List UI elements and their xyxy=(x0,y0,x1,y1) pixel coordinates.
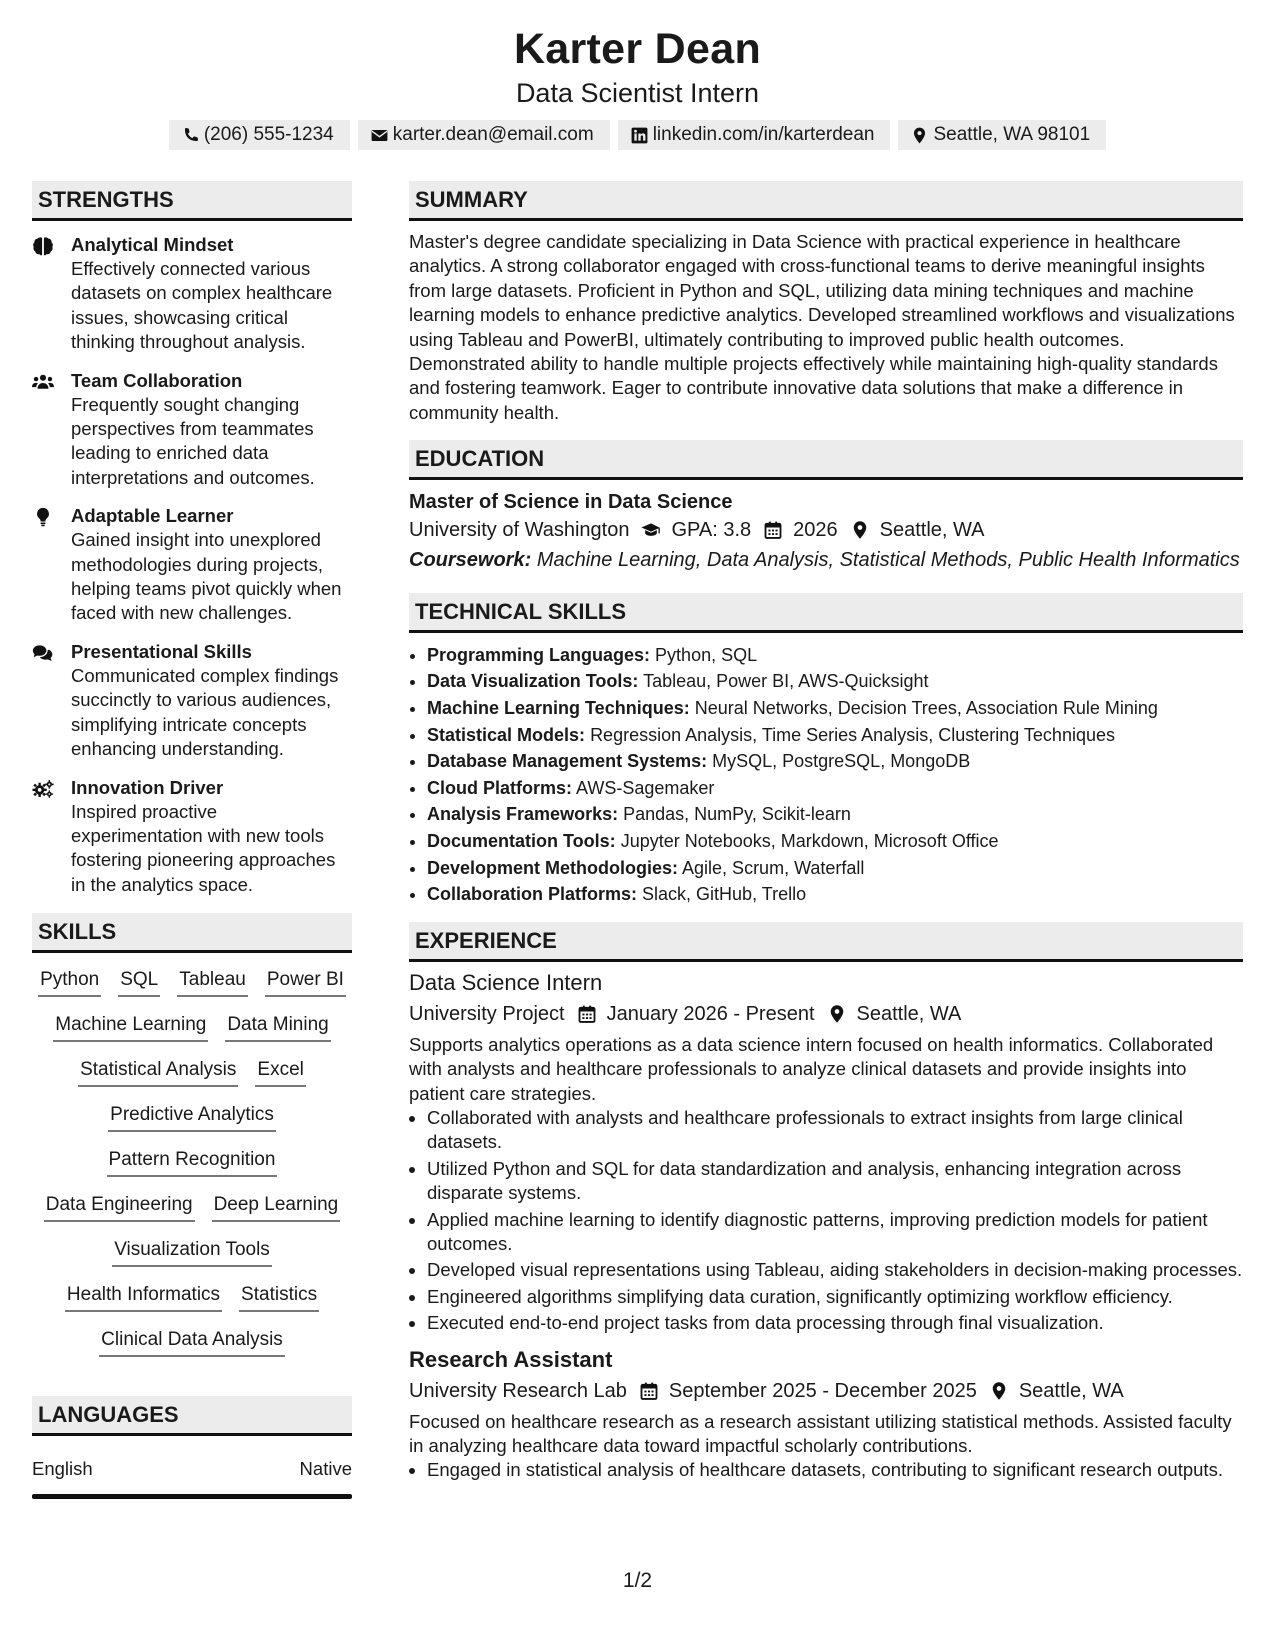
skill-tag: Data Mining xyxy=(225,1012,330,1042)
skill-category: Analysis Frameworks: xyxy=(427,804,619,825)
lightbulb-icon xyxy=(32,507,54,527)
chat-icon xyxy=(32,643,54,663)
job-location: Seattle, WA xyxy=(856,1002,962,1025)
skill-category: Data Visualization Tools: xyxy=(427,671,639,692)
skill-category: Statistical Models: xyxy=(427,724,586,745)
degree-title: Master of Science in Data Science xyxy=(409,491,733,514)
calendar-icon xyxy=(577,1004,597,1024)
skill-row xyxy=(32,1282,352,1327)
calendar-icon xyxy=(763,520,783,540)
skill-category: Machine Learning Techniques: xyxy=(427,697,690,718)
strength-description: Frequently sought changing perspectives from teammates leading to enriched data interpretations and outcomes. xyxy=(71,393,315,488)
brain-icon xyxy=(32,236,54,256)
strength-description: Inspired proactive experimentation with new tools fostering pioneering approaches in the analytics space. xyxy=(71,800,336,895)
map-pin-icon xyxy=(827,1004,847,1024)
summary-heading: SUMMARY xyxy=(409,181,1243,221)
skill-tag: Pattern Recognition xyxy=(107,1147,278,1177)
language-name: English xyxy=(32,1458,93,1480)
location-text: Seattle, WA 98101 xyxy=(933,124,1091,145)
candidate-title: Data Scientist Intern xyxy=(515,78,760,108)
job-dates: January 2026 - Present xyxy=(606,1002,815,1025)
list-item xyxy=(427,828,1243,855)
skill-row xyxy=(32,967,352,1012)
skill-category: Cloud Platforms: xyxy=(427,777,573,798)
skill-row xyxy=(32,1057,352,1102)
right-column xyxy=(409,181,1243,1485)
skill-row xyxy=(32,1237,352,1282)
language-level: Native xyxy=(299,1458,352,1480)
skill-category: Programming Languages: xyxy=(427,644,651,665)
skill-category: Development Methodologies: xyxy=(427,857,679,878)
job-organization: University Project xyxy=(409,1002,565,1025)
job-meta xyxy=(409,999,1243,1029)
strength-title: Team Collaboration xyxy=(71,369,243,391)
skill-row xyxy=(32,1327,352,1372)
phone-text: (206) 555-1234 xyxy=(203,124,334,145)
skill-category: Collaboration Platforms: xyxy=(427,884,638,905)
gears-icon xyxy=(32,779,54,799)
phone-icon xyxy=(181,126,200,145)
skill-tag: Deep Learning xyxy=(212,1192,341,1222)
list-item: • Engaged in statistical analysis of healthcare datasets, contributing to significant research outputs. xyxy=(427,1458,1243,1482)
graduation-year: 2026 xyxy=(793,519,838,542)
job-dates: September 2025 - December 2025 xyxy=(668,1379,977,1402)
strength-item xyxy=(32,369,352,491)
users-icon xyxy=(32,372,54,392)
language-item xyxy=(32,1456,352,1482)
contact-phone[interactable] xyxy=(169,120,350,150)
strength-title: Analytical Mindset xyxy=(71,234,234,255)
skill-category: Documentation Tools: xyxy=(427,830,616,851)
strength-item xyxy=(32,776,352,898)
strength-title: Innovation Driver xyxy=(71,776,224,798)
resume-header xyxy=(0,22,1275,150)
list-item xyxy=(427,695,1243,722)
strengths-list xyxy=(32,233,352,897)
job-bullets xyxy=(409,1458,1243,1482)
strength-description: Communicated complex findings succinctly to various audiences, simplifying intricate concepts enhancing understanding. xyxy=(71,664,339,760)
technical-skills-heading: TECHNICAL SKILLS xyxy=(409,593,1243,633)
strength-description: Effectively connected various datasets on complex healthcare issues, showcasing critical thinking throughout analysis. xyxy=(71,258,333,353)
skill-values: Pandas, NumPy, Scikit-learn xyxy=(623,804,851,825)
left-column xyxy=(32,181,352,1499)
skill-values: Python, SQL xyxy=(655,644,758,665)
strength-description: Gained insight into unexplored methodologies during projects, helping teams pivot quickly when faced with new challenges. xyxy=(71,529,342,624)
list-item: • Collaborated with analysts and healthcare professionals to extract insights from large clinical datasets. xyxy=(427,1106,1243,1155)
skill-tag: Statistics xyxy=(239,1282,319,1312)
list-item xyxy=(427,748,1243,775)
skills-heading: SKILLS xyxy=(32,913,352,953)
skill-row xyxy=(32,1102,352,1147)
skill-values: Neural Networks, Decision Trees, Association Rule Mining xyxy=(694,697,1158,718)
envelope-icon xyxy=(370,126,389,145)
skill-row xyxy=(32,1147,352,1192)
gpa: GPA: 3.8 xyxy=(671,519,752,542)
map-pin-icon xyxy=(989,1381,1009,1401)
calendar-icon xyxy=(639,1381,659,1401)
skill-tag: Tableau xyxy=(177,967,248,997)
list-item xyxy=(427,642,1243,669)
strength-item xyxy=(32,640,352,762)
skill-values: MySQL, PostgreSQL, MongoDB xyxy=(712,751,971,772)
school-name: University of Washington xyxy=(409,519,630,542)
job-organization: University Research Lab xyxy=(409,1379,627,1402)
skill-values: AWS-Sagemaker xyxy=(576,777,715,798)
list-item: • Applied machine learning to identify diagnostic patterns, improving prediction models for patient outcomes. xyxy=(427,1208,1243,1257)
email-text: karter.dean@email.com xyxy=(392,124,594,145)
language-proficiency-bar xyxy=(32,1494,352,1499)
skill-tag: SQL xyxy=(118,967,160,997)
skill-tag: Data Engineering xyxy=(44,1192,195,1222)
linkedin-icon xyxy=(630,126,649,145)
education-heading: EDUCATION xyxy=(409,440,1243,480)
strength-item xyxy=(32,233,352,355)
coursework-list: Machine Learning, Data Analysis, Statistical Methods, Public Health Informatics xyxy=(536,549,1240,572)
list-item xyxy=(427,801,1243,828)
skill-row xyxy=(32,1192,352,1237)
strength-title: Adaptable Learner xyxy=(71,505,234,527)
skill-tag: Python xyxy=(38,967,101,997)
job-location: Seattle, WA xyxy=(1018,1379,1124,1402)
contact-bar xyxy=(0,120,1275,150)
graduation-cap-icon xyxy=(641,520,661,540)
skill-tag: Health Informatics xyxy=(65,1282,222,1312)
skill-tag: Visualization Tools xyxy=(112,1237,272,1267)
skill-tag: Predictive Analytics xyxy=(108,1102,276,1132)
education-meta xyxy=(409,515,1243,545)
skill-values: Tableau, Power BI, AWS-Quicksight xyxy=(643,671,929,692)
page-number: 1/2 xyxy=(622,1569,653,1592)
job-title: Research Assistant xyxy=(409,1346,613,1372)
skill-values: Agile, Scrum, Waterfall xyxy=(682,857,865,878)
list-item xyxy=(427,775,1243,802)
skill-values: Jupyter Notebooks, Markdown, Microsoft Office xyxy=(620,830,999,851)
contact-email[interactable] xyxy=(358,120,610,150)
list-item: • Executed end-to-end project tasks from data processing through final visualization. xyxy=(427,1311,1243,1335)
list-item xyxy=(427,668,1243,695)
coursework-label: Coursework: xyxy=(409,549,532,572)
candidate-name: Karter Dean xyxy=(513,25,762,73)
skill-tag: Excel xyxy=(255,1057,305,1087)
skill-category: Database Management Systems: xyxy=(427,751,708,772)
job-bullets xyxy=(409,1106,1243,1336)
languages-heading: LANGUAGES xyxy=(32,1396,352,1436)
strengths-heading: STRENGTHS xyxy=(32,181,352,221)
skill-tag: Statistical Analysis xyxy=(78,1057,238,1087)
skills-tags xyxy=(32,967,352,1372)
experience-heading: EXPERIENCE xyxy=(409,922,1243,962)
contact-location xyxy=(898,120,1106,150)
coursework xyxy=(409,548,1243,573)
skill-values: Regression Analysis, Time Series Analysis, Clustering Techniques xyxy=(590,724,1115,745)
job-entry xyxy=(409,1346,1243,1483)
technical-skills-list xyxy=(409,642,1243,908)
education-location: Seattle, WA xyxy=(879,519,985,542)
map-pin-icon xyxy=(850,520,870,540)
skill-tag: Power BI xyxy=(265,967,346,997)
skill-values: Slack, GitHub, Trello xyxy=(642,884,807,905)
strength-item xyxy=(32,504,352,626)
contact-linkedin[interactable] xyxy=(618,120,891,150)
job-entry xyxy=(409,969,1243,1336)
skill-tag: Machine Learning xyxy=(53,1012,208,1042)
job-summary: Focused on healthcare research as a research assistant utilizing statistical methods. Assisted faculty in analyzing healthcare data toward impactful scholarly contributions. xyxy=(409,1410,1232,1456)
job-title: Data Science Intern xyxy=(409,969,603,995)
summary-text: Master's degree candidate specializing in Data Science with practical experience in healthcare analytics. A strong collaborator engaged with cross-functional teams to derive meaningful insights from large datasets. Proficient in Python and SQL, utilizing data mining techniques and machine learning models to enhance predictive analytics. Developed streamlined workflows and visualizations using Tableau and PowerBI, ultimately contributing to improved public health outcomes. Demonstrated ability to handle multiple projects effectively while maintaining high-quality standards and fostering teamwork. Eager to contribute innovative data solutions that make a difference in community health. xyxy=(409,231,1235,423)
list-item: • Developed visual representations using Tableau, aiding stakeholders in decision-making processes. xyxy=(427,1258,1243,1282)
list-item xyxy=(427,855,1243,882)
linkedin-text: linkedin.com/in/karterdean xyxy=(652,124,875,145)
skill-row xyxy=(32,1012,352,1057)
skill-tag: Clinical Data Analysis xyxy=(99,1327,285,1357)
job-summary: Supports analytics operations as a data science intern focused on health informatics. Collaborated with analysts and healthcare professionals to analyze clinical datasets and provide insights into patient care strategies. xyxy=(409,1033,1214,1104)
strength-title: Presentational Skills xyxy=(71,640,252,662)
map-pin-icon xyxy=(910,126,929,145)
list-item: • Engineered algorithms simplifying data curation, significantly optimizing workflow efficiency. xyxy=(427,1285,1243,1309)
list-item xyxy=(427,881,1243,908)
job-meta xyxy=(409,1376,1243,1406)
list-item xyxy=(427,722,1243,749)
list-item: • Utilized Python and SQL for data standardization and analysis, enhancing integration across disparate systems. xyxy=(427,1157,1243,1206)
